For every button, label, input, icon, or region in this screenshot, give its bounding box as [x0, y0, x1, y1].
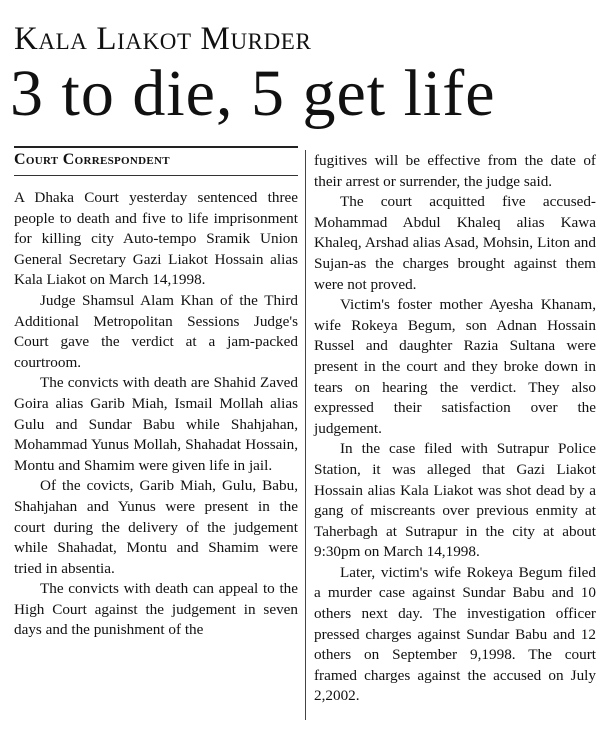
byline-top-rule	[14, 146, 298, 148]
paragraph: Of the covicts, Garib Miah, Gulu, Babu, Shahjahan and Yunus were present in the court during the delivery of the judgement while Shahadat, Montu and Shamim were tried in absentia.	[14, 477, 298, 577]
article-headline: 3 to die, 5 get life	[10, 57, 496, 130]
article-kicker: Kala Liakot Murder	[14, 21, 312, 57]
paragraph: A Dhaka Court yesterday sentenced three people to death and five to life imprisonment for killing city Auto-tempo Sramik Union General Secretary Gazi Liakot Hossain alias Kala Liakot on March 14,1998.	[14, 189, 298, 289]
paragraph: Later, victim's wife Rokeya Begum filed a murder case against Sundar Babu and 10 others next day. The investigation officer pressed charges against Sundar Babu and 12 others on September 9,1998. The court framed charges against the accused on July 2,2002.	[314, 563, 596, 705]
byline-block	[14, 146, 298, 176]
article-column-right	[314, 151, 596, 707]
column-divider	[305, 150, 306, 720]
paragraph: The court acquitted five accused-Mohammad Abdul Khaleq alias Kawa Khaleq, Arshad alias Asad, Mohsin, Liton and Sujan-as the charges brought against them were not proved.	[314, 193, 596, 293]
paragraph: The convicts with death are Shahid Zaved Goira alias Garib Miah, Ismail Mollah alias Gulu and Sundar Babu while Shahjahan, Mohammad Yunus Mollah, Shahadat Hossain, Montu and Shamim were given life in jail.	[14, 374, 298, 474]
article-column-left	[14, 188, 298, 641]
paragraph: The convicts with death can appeal to the High Court against the judgement in seven days and the punishment of the	[14, 580, 298, 639]
paragraph-continued: fugitives will be effective from the date of their arrest or surrender, the judge said.	[314, 152, 596, 190]
paragraph: Judge Shamsul Alam Khan of the Third Additional Metropolitan Sessions Judge's Court gave the verdict at a jam-packed courtroom.	[14, 291, 298, 371]
paragraph: In the case filed with Sutrapur Police Station, it was alleged that Gazi Liakot Hossain alias Kala Liakot was shot dead by a gang of miscreants over previous enmity at Taherbagh at Sutrapur in the city at about 9:30pm on March 14,1998.	[314, 440, 596, 561]
article-byline: Court Correspondent	[14, 151, 298, 176]
paragraph: Victim's foster mother Ayesha Khanam, wife Rokeya Begum, son Adnan Hossain Russel and daughter Razia Sultana were present in the court and they broke down in tears on hearing the verdict. They also expressed their satisfaction over the judgement.	[314, 296, 596, 437]
